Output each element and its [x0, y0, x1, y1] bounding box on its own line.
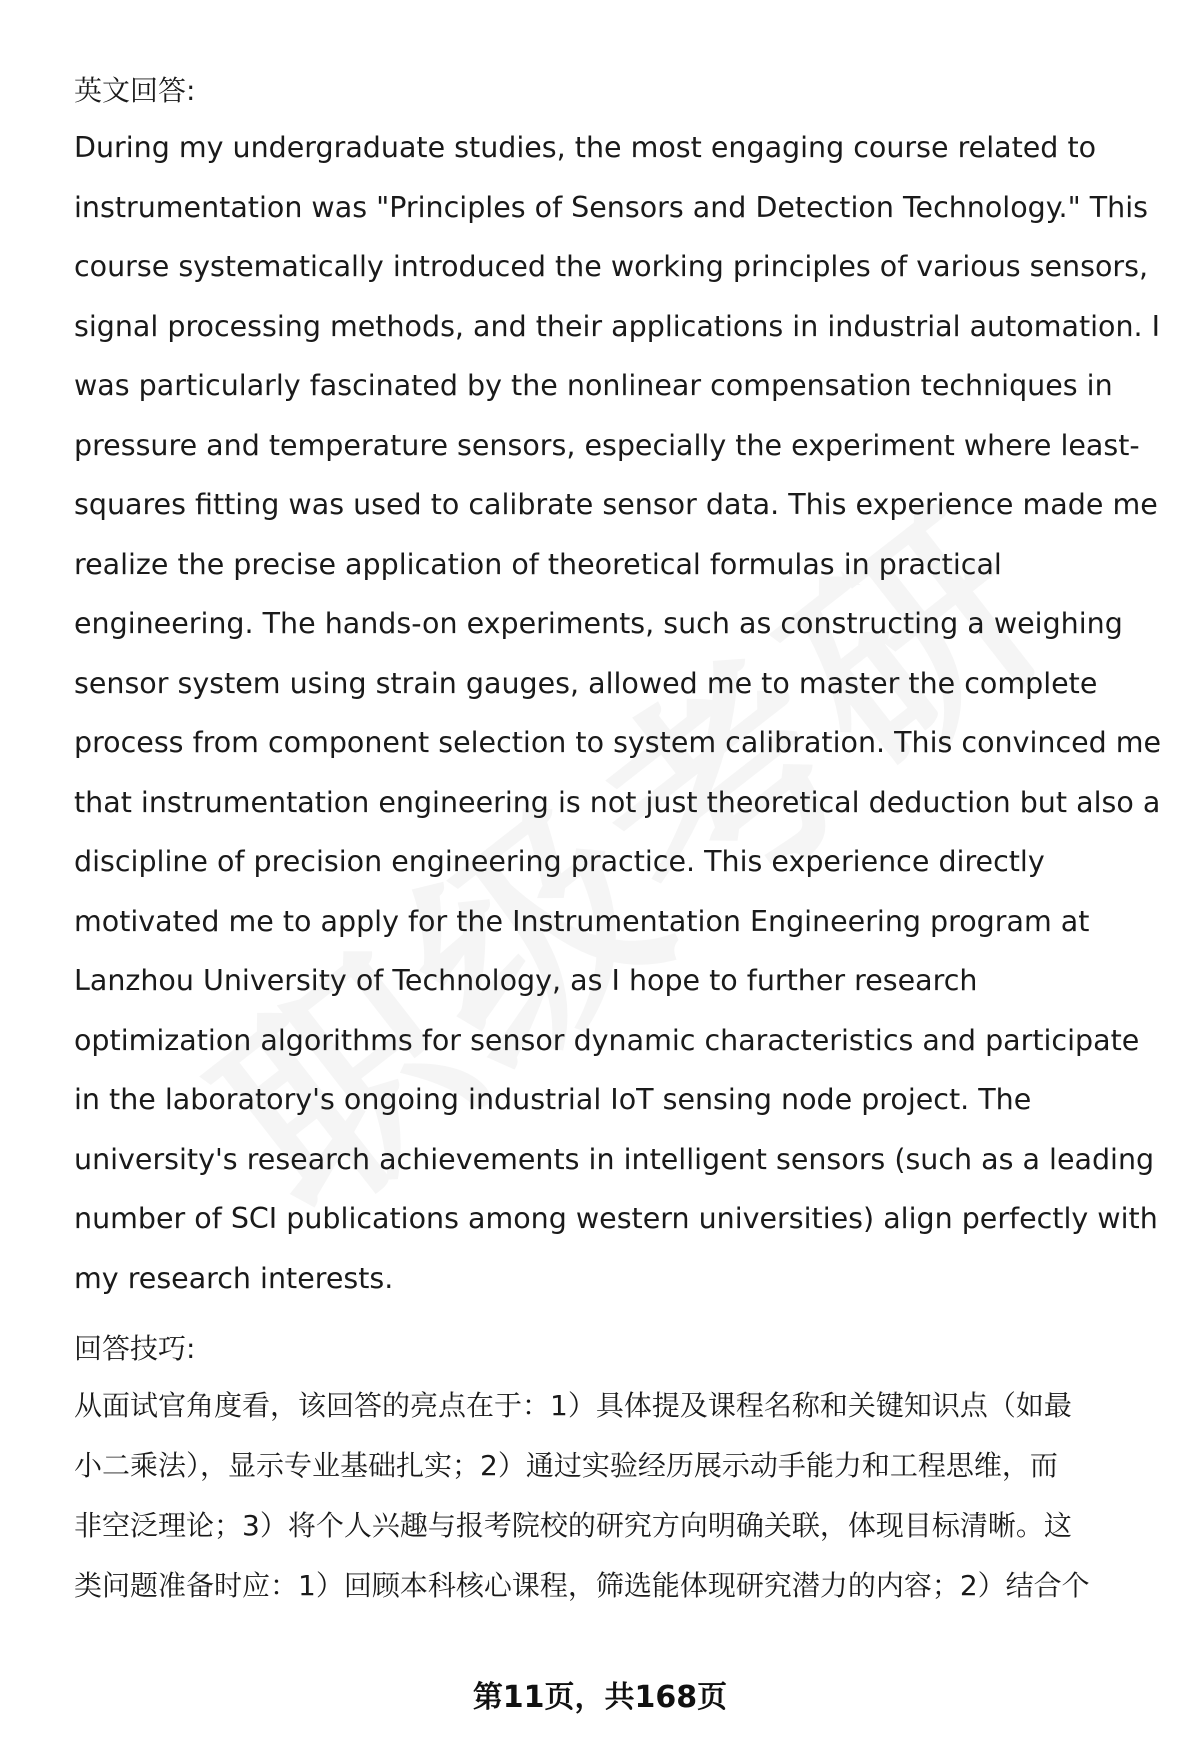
paragraph-line: that instrumentation engineering is not just theoretical deduction but also a — [74, 785, 1161, 819]
paragraph-line: Lanzhou University of Technology, as I hope to further research — [74, 964, 978, 997]
paragraph-line: optimization algorithms for sensor dynamic characteristics and participate — [74, 1023, 1140, 1057]
paragraph-line: was particularly fascinated by the nonlinear compensation techniques in — [74, 369, 1113, 402]
english-answer-paragraph — [74, 118, 1164, 1308]
paragraph-line: number of SCI publications among western universities) align perfectly with — [74, 1202, 1158, 1235]
page-content — [74, 64, 1164, 1616]
paragraph-line: pressure and temperature sensors, especially the experiment where least- — [74, 428, 1140, 462]
tips-heading: 回答技巧: — [74, 1332, 196, 1365]
paragraph-line: in the laboratory's ongoing industrial IoT sensing node project. The — [74, 1083, 1032, 1116]
paragraph-line: During my undergraduate studies, the most engaging course related to — [74, 131, 1097, 164]
paragraph-line: 非空泛理论；3）将个人兴趣与报考院校的研究方向明确关联，体现目标清晰。这 — [74, 1509, 1072, 1542]
paragraph-line: squares fitting was used to calibrate sensor data. This experience made me — [74, 488, 1158, 521]
page-number-footer: 第11页，共168页 — [472, 1680, 728, 1715]
paragraph-line: university's research achievements in intelligent sensors (such as a leading — [74, 1142, 1155, 1176]
paragraph-line: sensor system using strain gauges, allowed me to master the complete — [74, 666, 1098, 700]
paragraph-line: my research interests. — [74, 1261, 394, 1295]
paragraph-line: 类问题准备时应：1）回顾本科核心课程，筛选能体现研究潜力的内容；2）结合个 — [74, 1569, 1090, 1602]
paragraph-line: motivated me to apply for the Instrumentation Engineering program at — [74, 904, 1090, 938]
paragraph-line: 从面试官角度看，该回答的亮点在于：1）具体提及课程名称和关键知识点（如最 — [74, 1389, 1072, 1422]
english-answer-heading: 英文回答: — [74, 74, 196, 107]
paragraph-line: signal processing methods, and their applications in industrial automation. I — [74, 309, 1161, 343]
paragraph-line: 小二乘法），显示专业基础扎实；2）通过实验经历展示动手能力和工程思维，而 — [74, 1449, 1058, 1482]
paragraph-line: instrumentation was "Principles of Sensors and Detection Technology." This — [74, 190, 1149, 224]
paragraph-line: engineering. The hands-on experiments, such as constructing a weighing — [74, 607, 1123, 640]
paragraph-line: process from component selection to system calibration. This convinced me — [74, 726, 1162, 759]
section-gap — [74, 1308, 1164, 1322]
paragraph-line: discipline of precision engineering practice. This experience directly — [74, 845, 1045, 878]
paragraph-line: realize the precise application of theoretical formulas in practical — [74, 547, 1002, 581]
tips-paragraph — [74, 1376, 1164, 1616]
paragraph-line: course systematically introduced the working principles of various sensors, — [74, 250, 1149, 283]
